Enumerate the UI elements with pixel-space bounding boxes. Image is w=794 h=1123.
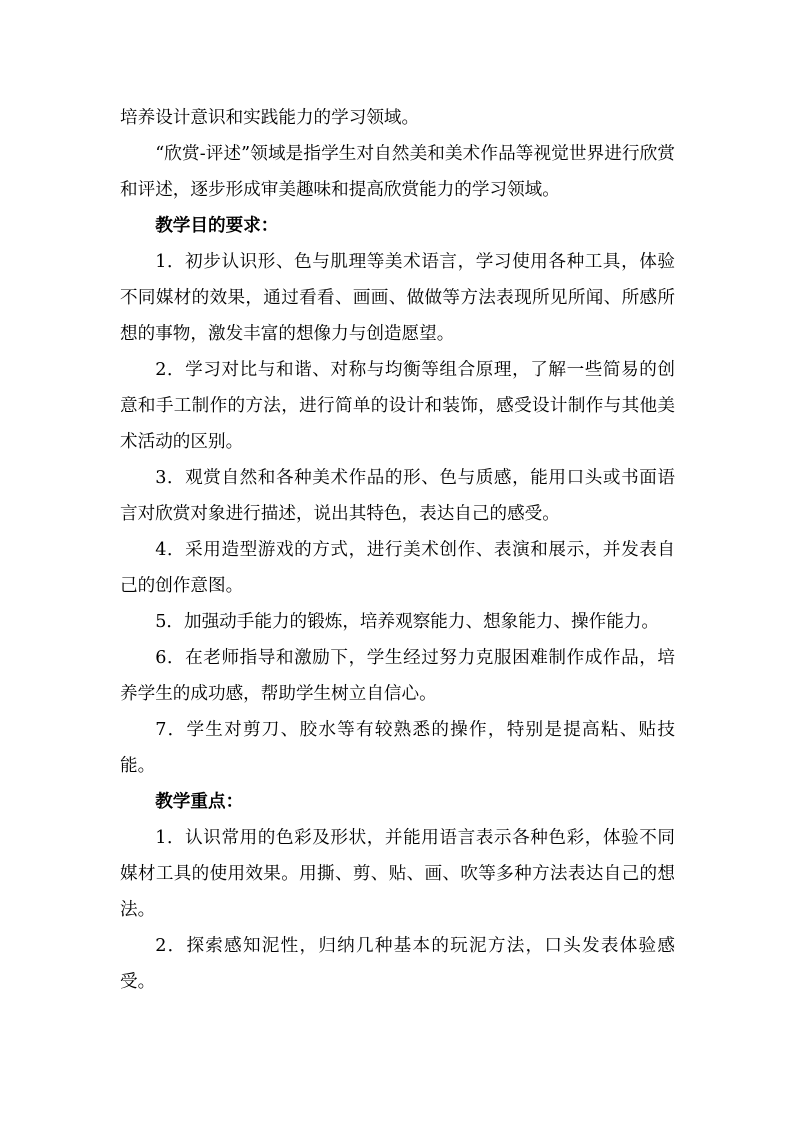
goal-item-6: 6．在老师指导和激励下，学生经过努力克服困难制作成作品，培养学生的成功感，帮助学生树立自信心。	[120, 648, 675, 704]
heading-teaching-focus: 教学重点：	[155, 791, 244, 812]
goal-item-4: 4．采用造型游戏的方式，进行美术创作、表演和展示，并发表自己的创作意图。	[120, 540, 675, 596]
document-page	[120, 100, 675, 1000]
goal-item-3: 3．观赏自然和各种美术作品的形、色与质感，能用口头或书面语言对欣赏对象进行描述，说出其特色，表达自己的感受。	[120, 468, 675, 524]
goal-item-1: 1．初步认识形、色与肌理等美术语言，学习使用各种工具，体验不同媒材的效果，通过看看、画画、做做等方法表现所见所闻、所感所想的事物，激发丰富的想像力与创造愿望。	[120, 252, 675, 344]
focus-item-1: 1．认识常用的色彩及形状，并能用语言表示各种色彩，体验不同媒材工具的使用效果。用撕、剪、贴、画、吹等多种方法表达自己的想法。	[120, 828, 675, 920]
paragraph-appreciation-domain: “欣赏-评述”领域是指学生对自然美和美术作品等视觉世界进行欣赏和评述，逐步形成审美趣味和提高欣赏能力的学习领域。	[120, 144, 675, 200]
paragraph-continuation: 培养设计意识和实践能力的学习领域。	[120, 108, 420, 128]
goal-item-5: 5．加强动手能力的锻炼，培养观察能力、想象能力、操作能力。	[155, 612, 660, 632]
heading-teaching-goals: 教学目的要求：	[155, 215, 279, 236]
focus-item-2: 2．探索感知泥性，归纳几种基本的玩泥方法，口头发表体验感受。	[120, 936, 675, 992]
goal-item-2: 2．学习对比与和谐、对称与均衡等组合原理，了解一些简易的创意和手工制作的方法，进行简单的设计和装饰，感受设计制作与其他美术活动的区别。	[120, 360, 675, 452]
goal-item-7: 7．学生对剪刀、胶水等有较熟悉的操作，特别是提高粘、贴技能。	[120, 720, 675, 776]
